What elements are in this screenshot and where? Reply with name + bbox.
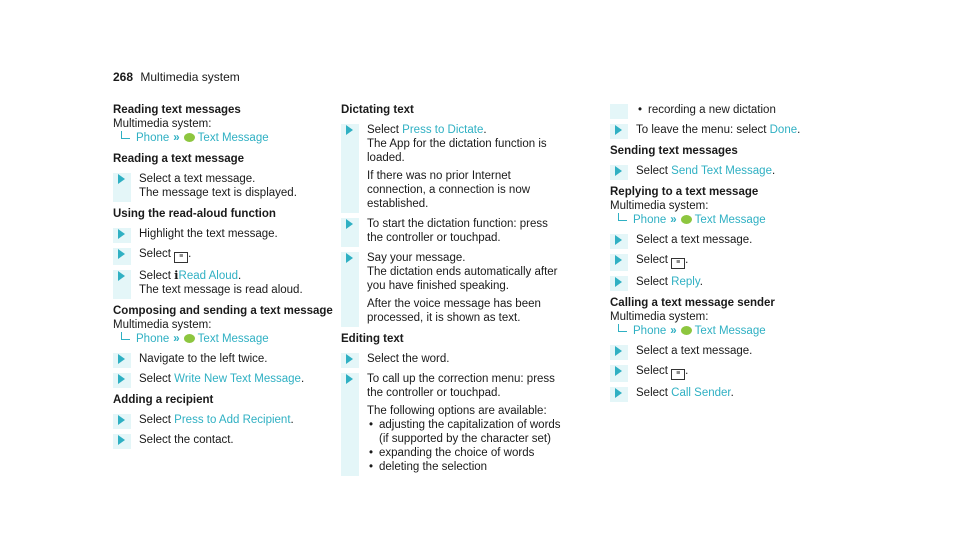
list-item: • expanding the choice of words: [367, 446, 561, 460]
step: [341, 352, 561, 366]
chevron-right-icon: »: [173, 333, 180, 345]
path-hook-icon: [121, 131, 130, 139]
path-text-message-link[interactable]: Text Message: [694, 214, 766, 226]
step-arrow-icon: [118, 271, 125, 281]
chevron-right-icon: »: [670, 325, 677, 337]
heading-adding-recipient: Adding a recipient: [113, 394, 214, 406]
step-arrow-icon: [118, 374, 125, 384]
step: Select Reply.: [610, 275, 830, 289]
step-arrow-icon: [118, 435, 125, 445]
step-text: Select: [139, 414, 171, 426]
step: Select Write New Text Message.: [113, 372, 333, 386]
heading-dictating-text: Dictating text: [341, 104, 414, 116]
path-hook-icon: [618, 213, 627, 221]
heading-sending-text-messages: Sending text messages: [610, 145, 738, 157]
message-bubble-icon: [184, 334, 195, 343]
path-phone-link[interactable]: Phone: [633, 214, 667, 226]
step-note: The following options are available:: [367, 405, 547, 417]
step-arrow-icon: [615, 366, 622, 376]
step-arrow-icon: [346, 374, 353, 384]
message-bubble-icon: [184, 133, 195, 142]
step-text: To start the dictation function: press the controller or touchpad.: [367, 218, 548, 244]
step-text: Select: [636, 165, 668, 177]
step-arrow-icon: [615, 346, 622, 356]
step: [113, 352, 333, 366]
menu-path: [113, 131, 333, 145]
page-number: 268: [113, 70, 134, 84]
step-result: The dictation ends automatically after you have finished speaking.: [367, 266, 558, 292]
page-header: [113, 70, 240, 84]
path-phone-link[interactable]: Phone: [136, 132, 170, 144]
list-item: • recording a new dictation: [636, 103, 830, 117]
step-arrow-icon: [346, 253, 353, 263]
step-note: If there was no prior Internet connection, a connection is now established.: [367, 170, 531, 210]
write-new-text-message-link[interactable]: Write New Text Message: [174, 373, 301, 385]
step: Select Press to Add Recipient.: [113, 413, 333, 427]
menu-path: [610, 324, 830, 338]
step-text: To call up the correction menu: press the controller or touchpad.: [367, 373, 555, 399]
step-text: To leave the menu: select: [636, 124, 767, 136]
step-text: Select a text message.: [139, 173, 256, 185]
step-arrow-icon: [118, 249, 125, 259]
step: [610, 233, 830, 247]
step: Select Call Sender.: [610, 386, 830, 400]
menu-list-icon: ≡: [174, 252, 188, 263]
menu-list-icon: ≡: [671, 369, 685, 380]
heading-composing: Composing and sending a text message: [113, 305, 333, 317]
step: Select ≡ .: [113, 247, 333, 263]
step-arrow-icon: [118, 354, 125, 364]
step-text: Select: [636, 254, 668, 266]
multimedia-system-label: Multimedia system:: [113, 319, 212, 331]
step-text: Say your message.: [367, 252, 466, 264]
step: Select Press to Dictate. The App for the dictation function is loaded. If there was no prior Internet connection, a connection is now established.: [341, 123, 561, 211]
multimedia-system-label: Multimedia system:: [610, 200, 709, 212]
message-bubble-icon: [681, 326, 692, 335]
step: [113, 227, 333, 241]
step: [113, 433, 333, 447]
chevron-right-icon: »: [173, 132, 180, 144]
step-arrow-icon: [118, 174, 125, 184]
reply-link[interactable]: Reply: [671, 276, 700, 288]
step: [113, 172, 333, 200]
heading-reading-a-text-message: Reading a text message: [113, 153, 245, 165]
step-arrow-icon: [346, 354, 353, 364]
path-phone-link[interactable]: Phone: [633, 325, 667, 337]
list-item: • adjusting the capitalization of words (if supported by the character set): [367, 418, 561, 446]
heading-reading-text-messages: Reading text messages: [113, 104, 241, 116]
step: To leave the menu: select Done.: [610, 123, 830, 137]
step-arrow-icon: [346, 125, 353, 135]
chevron-right-icon: »: [670, 214, 677, 226]
step-text: Select: [139, 270, 171, 282]
column-3: [610, 103, 830, 400]
column-2: [341, 103, 561, 474]
step-arrow-icon: [615, 166, 622, 176]
heading-read-aloud: Using the read-aloud function: [113, 208, 276, 220]
menu-path: [113, 332, 333, 346]
step: Select ≡ .: [610, 364, 830, 380]
step-text: Navigate to the left twice.: [139, 353, 268, 365]
step-text: Select: [367, 124, 399, 136]
heading-editing-text: Editing text: [341, 333, 404, 345]
step-text: Select the contact.: [139, 434, 234, 446]
press-to-dictate-link[interactable]: Press to Dictate: [402, 124, 484, 136]
step-arrow-icon: [118, 415, 125, 425]
press-to-add-recipient-link[interactable]: Press to Add Recipient: [174, 414, 291, 426]
heading-replying: Replying to a text message: [610, 186, 759, 198]
step-arrow-icon: [118, 229, 125, 239]
step: Select ≡ .: [610, 253, 830, 269]
message-bubble-icon: [681, 215, 692, 224]
step-arrow-icon: [346, 219, 353, 229]
step: Select Send Text Message.: [610, 164, 830, 178]
send-text-message-link[interactable]: Send Text Message: [671, 165, 772, 177]
step-text: Select: [139, 373, 171, 385]
step-result: The App for the dictation function is loaded.: [367, 138, 547, 164]
menu-path: [610, 213, 830, 227]
step-result: The text message is read aloud.: [139, 284, 303, 296]
multimedia-system-label: Multimedia system:: [113, 118, 212, 130]
step-text: Select: [636, 276, 668, 288]
step-arrow-icon: [615, 277, 622, 287]
done-link[interactable]: Done: [769, 124, 798, 136]
path-text-message-link[interactable]: Text Message: [197, 132, 269, 144]
step-arrow-icon: [615, 235, 622, 245]
column-1: [113, 103, 333, 447]
step-continued: [610, 103, 830, 117]
step-note: After the voice message has been processed, it is shown as text.: [367, 298, 541, 324]
step-text: Select a text message.: [636, 234, 753, 246]
step: Select ℹRead Aloud. The text message is read aloud.: [113, 269, 333, 297]
menu-list-icon: ≡: [671, 258, 685, 269]
multimedia-system-label: Multimedia system:: [610, 311, 709, 323]
step-text: Select a text message.: [636, 345, 753, 357]
heading-calling-sender: Calling a text message sender: [610, 297, 775, 309]
step: [610, 344, 830, 358]
step-text: Highlight the text message.: [139, 228, 278, 240]
step-text: Select: [636, 387, 668, 399]
list-item: • deleting the selection: [367, 460, 561, 474]
read-aloud-link[interactable]: Read Aloud: [178, 270, 239, 282]
page-section-title: Multimedia system: [140, 70, 240, 84]
step: [341, 251, 561, 325]
path-text-message-link[interactable]: Text Message: [694, 325, 766, 337]
step: [341, 372, 561, 474]
step-arrow-icon: [615, 255, 622, 265]
path-hook-icon: [618, 324, 627, 332]
path-hook-icon: [121, 332, 130, 340]
step-text: Select the word.: [367, 353, 450, 365]
step-text: Select: [139, 248, 171, 260]
step-arrow-icon: [615, 388, 622, 398]
voice-icon: ℹ: [174, 270, 179, 282]
path-text-message-link[interactable]: Text Message: [197, 333, 269, 345]
path-phone-link[interactable]: Phone: [136, 333, 170, 345]
step-text: Select: [636, 365, 668, 377]
step-arrow-icon: [615, 125, 622, 135]
step: [341, 217, 561, 245]
call-sender-link[interactable]: Call Sender: [671, 387, 731, 399]
step-result: The message text is displayed.: [139, 187, 297, 199]
